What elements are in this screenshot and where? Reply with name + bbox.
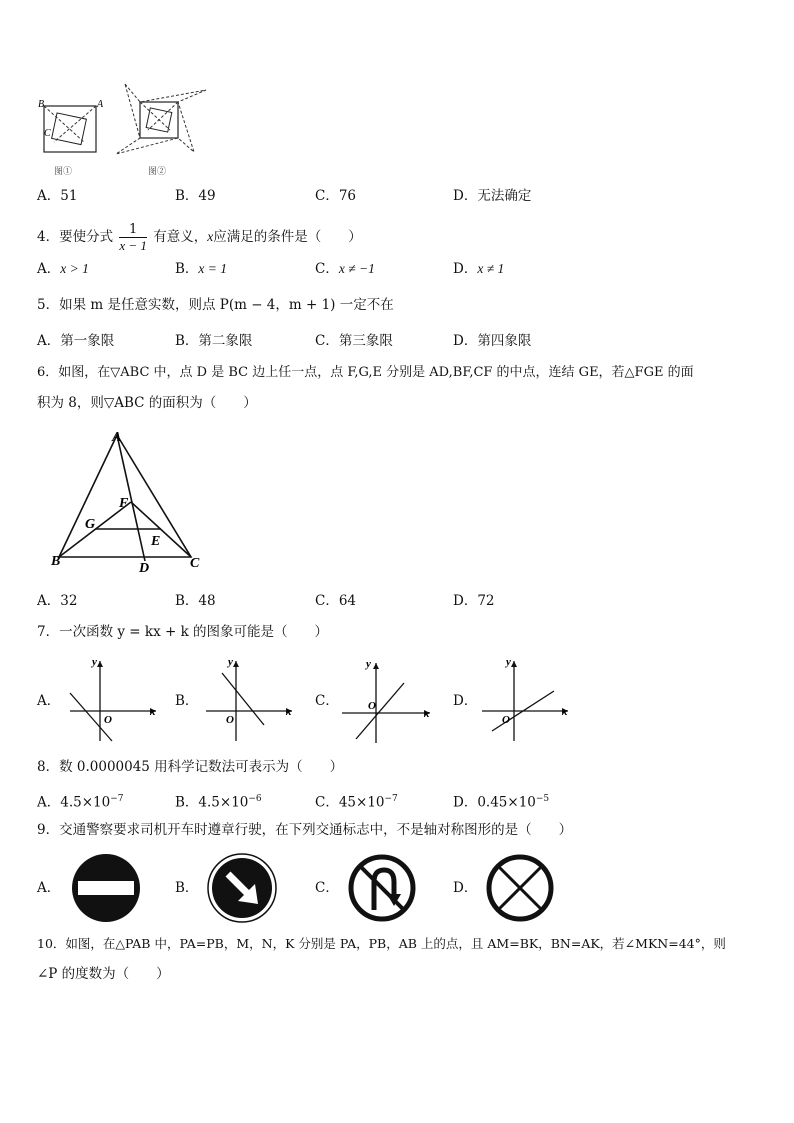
q5-option-c[interactable]: C．第三象限 [315,333,393,349]
q7-option-c[interactable]: C． [315,693,339,709]
q7-option-a[interactable]: A． [37,693,61,709]
q4-fraction [119,222,147,253]
opt-exp: −5 [535,794,550,804]
origin-label: O [226,714,234,726]
origin-label: O [104,714,112,726]
q8-option-d[interactable] [453,789,549,813]
q3-option-a[interactable]: A．51 [37,188,78,204]
y-label: y [366,658,371,670]
no-entry-sign-icon[interactable] [70,852,142,924]
q5-option-a[interactable]: A．第一象限 [37,333,115,349]
opt-label: C． [315,261,339,277]
opt-label: D． [453,261,478,277]
q4-suffix-b: 应满足的条件是（ ） [213,229,362,245]
no-u-turn-sign-icon[interactable] [346,852,418,924]
opt-exp: −6 [248,794,262,804]
label-c: C [44,128,51,139]
label-g: G [85,517,96,532]
opt-base: 4.5×10 [198,794,249,811]
q7-option-d[interactable]: D． [453,693,478,709]
q4-option-a[interactable] [37,259,89,279]
x-label: x [562,706,568,718]
q6-option-b[interactable]: B．48 [175,593,216,609]
opt-label: B． [175,261,199,277]
label-d: D [139,561,150,575]
opt-base: 0.45×10 [477,794,536,811]
q6-option-d[interactable]: D．72 [453,593,495,609]
q9-option-a[interactable]: A． [37,880,61,896]
q4-option-b[interactable] [175,259,227,279]
opt-exp: −7 [110,794,124,804]
opt-expr: x > 1 [60,261,89,276]
fig2-caption: 图② [148,166,167,176]
y-label: y [506,656,511,668]
q6-option-c[interactable]: C．64 [315,593,357,609]
label-c: C [190,556,200,571]
q3-figure-1 [36,96,106,181]
opt-label: B． [175,794,199,811]
q7-graph-b[interactable] [198,655,298,745]
label-a: A [112,430,122,445]
q3-figure-2 [110,80,210,180]
q3-option-d[interactable]: D．无法确定 [453,188,532,204]
q4-option-d[interactable] [453,259,504,279]
label-b: B [38,99,45,110]
y-label: y [92,656,97,668]
q6-question-line1: 6．如图，在▽ABC 中，点 D 是 BC 边上任一点，点 F,G,E 分别是 AD,BF,CF 的中点，连结 GE，若△FGE 的面 [37,365,694,380]
q4-prefix: 4．要使分式 [37,229,114,245]
q7-question: 7．一次函数 y = kx + k 的图象可能是（ ） [37,624,329,640]
q9-option-b[interactable]: B． [175,880,199,896]
q10-question-line1: 10．如图，在△PAB 中，PA=PB，M，N，K 分别是 PA，PB，AB 上的点，且 AM=BK，BN=AK，若∠MKN=44°，则 [37,936,726,951]
x-label: x [424,708,430,720]
origin-label: O [368,700,376,712]
opt-expr: x = 1 [198,261,228,276]
q6-question-line2: 积为 8，则▽ABC 的面积为（ ） [37,395,257,411]
opt-label: D． [453,794,478,811]
opt-base: 4.5×10 [60,794,111,811]
q5-option-d[interactable]: D．第四象限 [453,333,532,349]
fig1-caption: 图① [54,166,73,176]
q9-question: 9．交通警察要求司机开车时遵章行驶，在下列交通标志中，不是轴对称图形的是（ ） [37,822,573,838]
q7-graph-c[interactable] [338,655,438,745]
q10-question-line2: ∠P 的度数为（ ） [37,966,170,982]
opt-label: C． [315,794,339,811]
q4-frac-num: 1 [119,222,147,238]
opt-exp: −7 [384,794,398,804]
q4-suffix-a: 有意义， [153,229,208,245]
q6-option-a[interactable]: A．32 [37,593,78,609]
opt-label: A． [37,794,61,811]
q4-option-c[interactable] [315,259,375,279]
q9-option-c[interactable]: C． [315,880,339,896]
q8-question: 8．数 0.0000045 用科学记数法可表示为（ ） [37,759,344,775]
q7-graph-a[interactable] [62,655,162,745]
q8-option-c[interactable] [315,789,398,813]
label-a: A [97,99,104,110]
q4-question [37,222,362,253]
q5-question: 5．如果 m 是任意实数，则点 P(m − 4，m + 1) 一定不在 [37,297,394,313]
opt-expr: x ≠ −1 [338,261,375,276]
origin-label: O [502,714,510,726]
x-label: x [286,706,292,718]
q9-option-d[interactable]: D． [453,880,478,896]
label-f: F [119,496,129,511]
q7-graph-d[interactable] [478,655,578,745]
q7-option-b[interactable]: B． [175,693,199,709]
q3-option-c[interactable]: C．76 [315,188,357,204]
no-stopping-sign-icon[interactable] [484,852,556,924]
label-b: B [51,554,61,569]
y-label: y [228,656,233,668]
q4-frac-den: x − 1 [119,238,147,253]
opt-label: A． [37,261,61,277]
diagonal-arrow-sign-icon[interactable] [206,852,278,924]
q8-option-b[interactable] [175,789,262,813]
x-label: x [150,706,156,718]
q3-option-b[interactable]: B．49 [175,188,216,204]
q4-var: x [207,229,214,244]
q5-option-b[interactable]: B．第二象限 [175,333,253,349]
q8-option-a[interactable] [37,789,124,813]
label-e: E [151,534,161,549]
opt-base: 45×10 [338,794,385,811]
q6-triangle-figure [45,425,215,575]
opt-expr: x ≠ 1 [477,261,505,276]
